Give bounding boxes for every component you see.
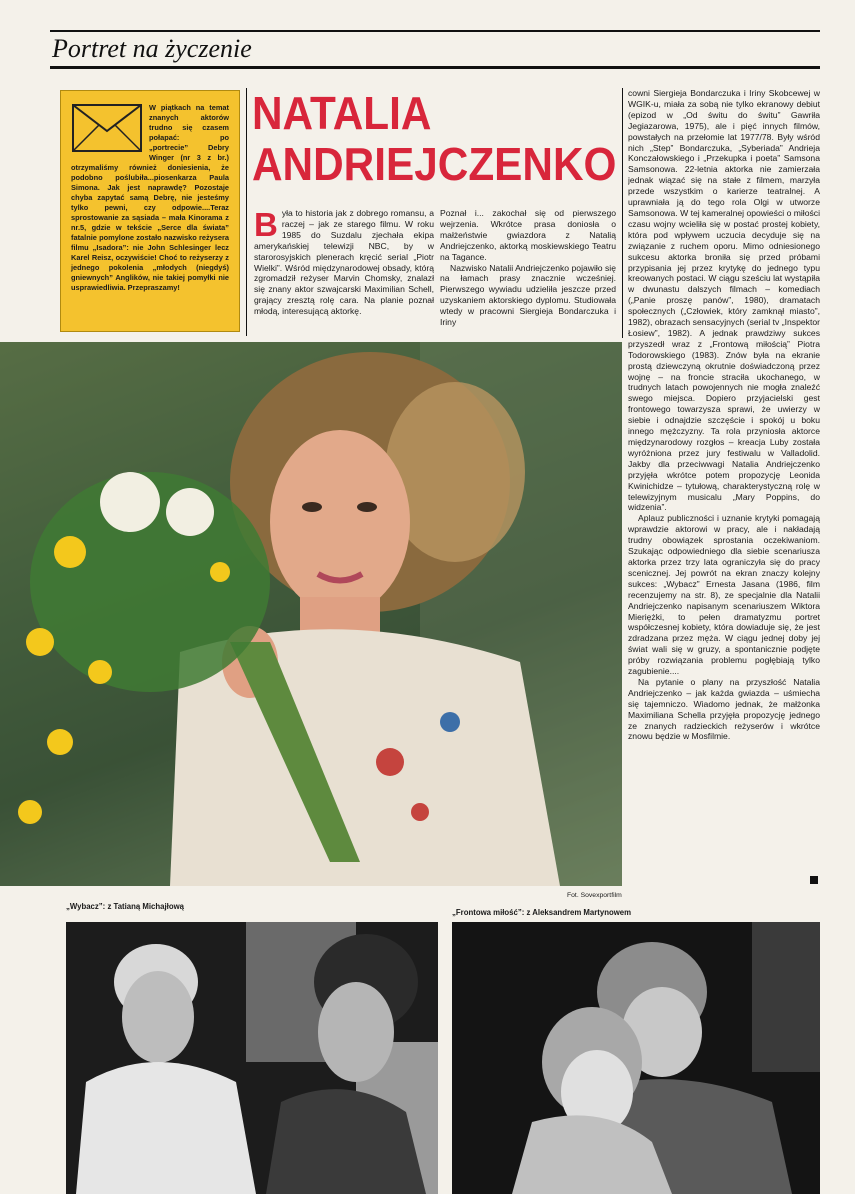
still-wybacz-illustration [66, 922, 438, 1194]
notice-text: W piątkach na temat znanych aktorów trudno się czasem połapać: po „portrecie” Debry Winger (nr 3 z br.) otrzymaliśmy również doniesienia, że podobno poślubiła...piosenkarza Paula Simona. Jak jest naprawdę? Pozostaje chyba zapytać samą Debrę, nie jesteśmy tylko pewni, czy odpowie....Teraz sprostowanie za sąsiada – mała Kinorama z nr.5, gdzie w tekście „Serce dla świata” fatalnie pomylone zostało nazwisko reżysera filmu „Isadora”: nie John Schlesinger lecz Karel Reisz, oczywiście! Choć to reżyserzy z jednego pokolenia „młodych (niegdyś) gniewnych” Anglików, nie takiej pomyłki nie usprawiedliwia. Przepraszamy! [71, 103, 229, 292]
still-frontowa-milosc-photo [452, 922, 820, 1194]
section-rule [50, 66, 820, 69]
portrait-illustration [0, 342, 622, 886]
dropcap: B [254, 208, 278, 243]
end-mark [810, 876, 818, 884]
article-column-2 [440, 208, 616, 332]
article-column-3 [628, 88, 820, 886]
still-frontowa-illustration [452, 922, 820, 1194]
caption-right: „Frontowa miłość”: z Aleksandrem Martynowem [452, 908, 632, 917]
column-2-paragraph: Poznał i... zakochał się od pierwszego wejrzenia. Wkrótce prasa doniosła o małżeństwie gwiazdora z Natalią Andriejczenko, aktorką moskiewskiego Teatru na Tagance. [440, 208, 616, 262]
article-headline [252, 87, 617, 190]
main-portrait-photo [0, 342, 622, 886]
still-wybacz-photo [66, 922, 438, 1194]
column-1-text: yła to historia jak z dobrego romansu, a raczej – jak ze starego filmu. W roku 1985 do Suzdalu zjechała ekipa amerykańskiej telewizji NBC, by w starorosyjskich plenerach kręcić serial „Piotr Wielki”. Wśród międzynarodowej obsady, którą zgromadził reżyser Marvin Chomsky, znalazł się znany aktor szwajcarski Maximilian Schell, grający zresztą rolę cara. Na planie poznał młodą, interesującą aktorkę. [254, 208, 434, 317]
headline-line2: ANDRIEJCZENKO [252, 138, 617, 190]
column-rule-left [246, 88, 247, 336]
article-column-1 [254, 208, 434, 332]
column-3-paragraph: cowni Siergieja Bondarczuka i Iriny Skobcewej w WGIK-u, miała za sobą nie tylko ekranowy debiut (epizod w „Od świtu do świtu” Gawriła Jegiazarowa, 1975), ale i pięć innych filmów, powstałych na przełomie lat 1977/78. Były wśród nich „Step” Bondarczuka, „Syberiada” Andrieja Konczałowskiego i „Przekupka i poeta” Samsona Samsonowa. 22-letnia aktorka nie zamierzała jednak wiązać się na stałe z filmem, marzyła przede wszystkim o karierze teatralnej. A uprawniała ją do tego rola Olgi w utworze Samsonowa. W tej kameralnej opowieści o miłości czasu wojny wcieliła się w postać prostej kobiety, która pod wpływem uczucia decyduje się na związanie z ruchem oporu. Mimo odniesionego sukcesu aktorka broniła się przed próbami przypisania jej przez krytykę do jednego typu kreowanych postaci. W ciągu sześciu lat wystąpiła w dwunastu dalszych filmach – komediach („Panie proszę panów”, 1980), dramatach społecznych („Człowiek, który zamknął miasto”, 1982), obrazach sensacyjnych (serial tv „Inspektor Łosiew”, 1982). A jednak prawdziwy sukces przyszedł wraz z „Frontową miłością” Piotra Todorowskiego (1983). Znów była na ekranie prostą dziewczyną okrutnie doświadczoną przez wojnę – na froncie straciła ukochanego, w trudnych latach powojennych nie mogła znaleźć swego miejsca. Dopiero przyjacielski gest frontowego towarzysza sprawi, że uwierzy w siebie i odnajdzie szczęście i spokój u boku innego mężczyzny. Ta rola przyniosła aktorce międzynarodowy rozgłos – kreacja Luby została wyróżniona przez jury festiwalu w Valladolid. Jakby dla przeciwwagi Natalia Andriejczenko przyjęła wkrótce potem propozycję Leonida Kwinichidze – tytułową, charakterystyczną rolę w telewizyjnym musicalu „Mary Poppins, do widzenia”. [628, 88, 820, 513]
correction-notice [60, 90, 240, 332]
column-3-paragraph: Na pytanie o plany na przyszłość Natalia Andriejczenko – jak każda gwiazda – uśmiecha się tajemniczo. Wiadomo jednak, że małżonka Maximiliana Schella przyjęła propozycję jednego ze znanych radzieckich reżyserów i wkrótce znowu będzie w Mosfilmie. [628, 676, 820, 742]
headline-line1: NATALIA [252, 87, 432, 139]
column-3-paragraph: Aplauz publiczności i uznanie krytyki pomagają wprawdzie aktorowi w pracy, ale i nakładają trudny obowiązek sprostania oczekiwaniom. Szukając odpowiedniego dla siebie scenariusza aktorka przez trzy lata ograniczyła się do pracy scenicznej. Jej powrót na ekran znaczy kolejny sukces: „Wybacz” Ernesta Jasana (1986, film recenzujemy na str. 8), ze specjalnie dla Natalii Andriejczenko napisanym scenariuszem Wiktora Mieriężki, to pełen dramatyzmu portret współczesnej kobiety, która dowiaduje się, że jest zdradzana przez męża. W ciągu jednej doby jej świat wali się w gruzy, a spontanicznie podjęte próby rozwiązania problemu pogłębiają tylko zagubienie.... [628, 513, 820, 677]
top-rule [50, 30, 820, 32]
column-2-paragraph: Nazwisko Natalii Andriejczenko pojawiło się na łamach prasy znacznie wcześniej. Pierwszego wywiadu udzieliła jeszcze przed uzyskaniem aktorskiego dyplomu. Studiowała wtedy w pracowni Siergieja Bondarczuka i Iriny [440, 262, 616, 328]
envelope-icon [71, 103, 143, 153]
section-title: Portret na życzenie [52, 34, 252, 63]
caption-left: „Wybacz”: z Tatianą Michajłową [66, 902, 184, 911]
column-rule-right [622, 88, 623, 338]
photo-credit: Fot. Sovexportfilm [567, 892, 622, 899]
